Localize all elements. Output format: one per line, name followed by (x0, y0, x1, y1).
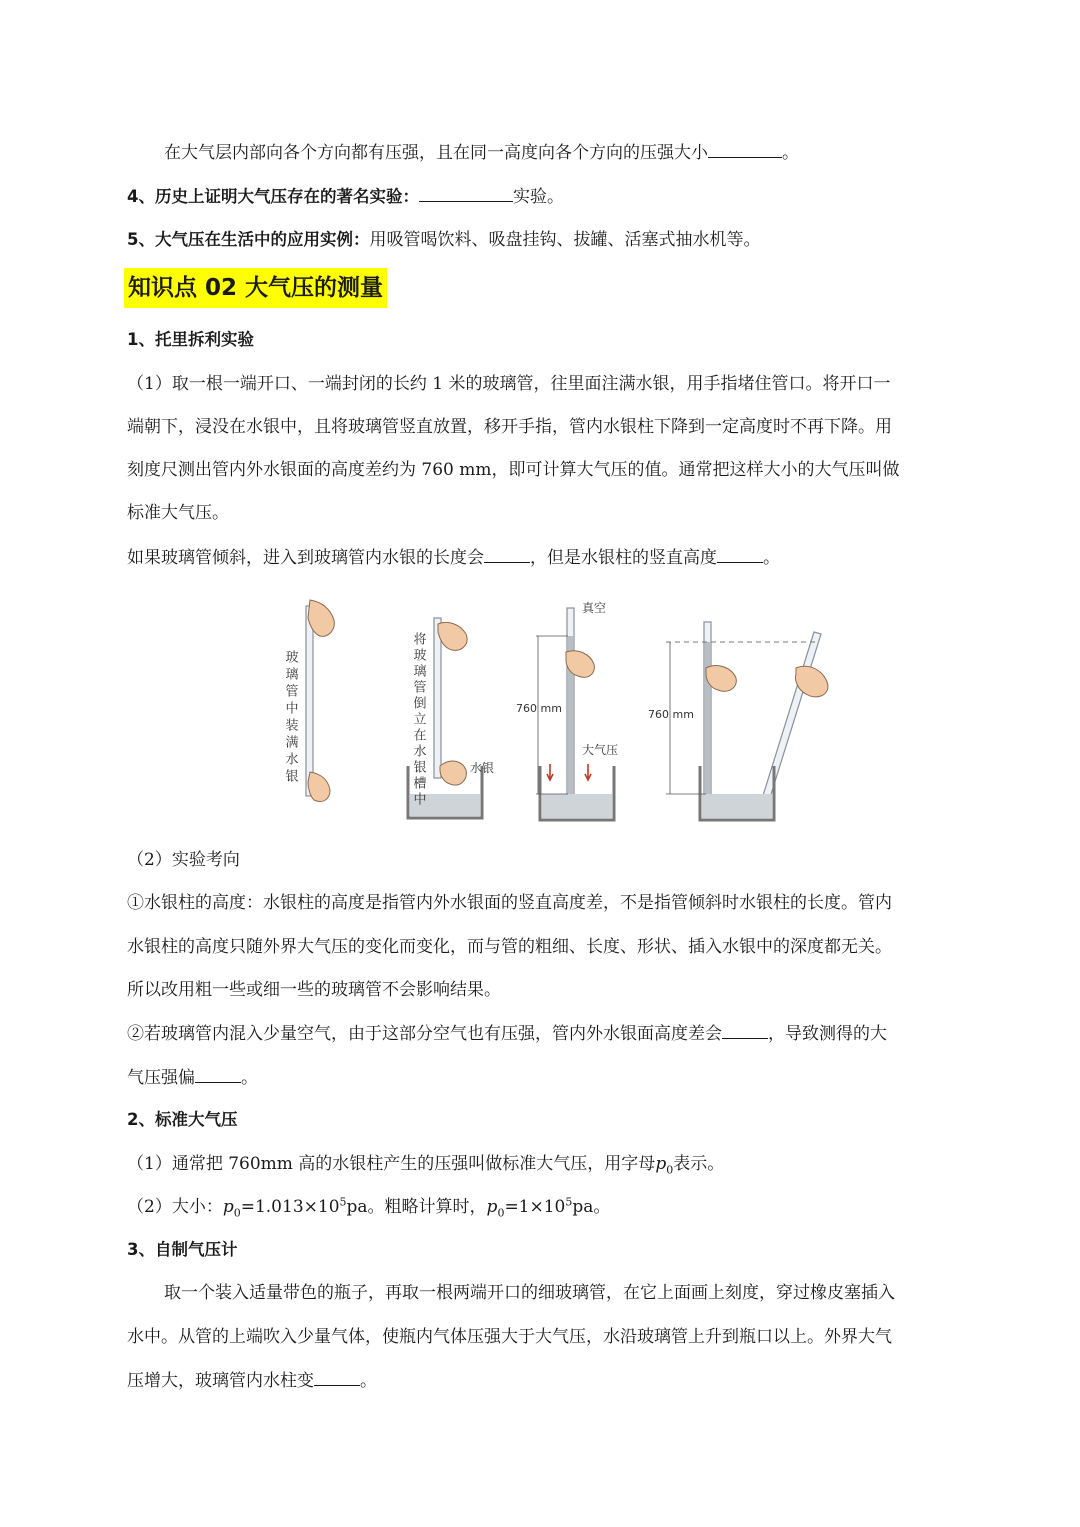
panel-b (408, 618, 494, 818)
subscript: 0 (233, 1206, 241, 1220)
symbol: p (486, 1197, 498, 1217)
text: pa。 (572, 1197, 611, 1217)
paragraph-line: 水银柱的高度只随外界大气压的变化而变化，而与管的粗细、长度、形状、插入水银中的深度都无关。 (127, 937, 892, 957)
label-760mm-c: 760 mm (516, 702, 562, 715)
text-line (127, 1368, 987, 1393)
section-title: 知识点 02 大气压的测量 (124, 268, 387, 308)
answer-blank (708, 140, 782, 158)
text: 在大气层内部向各个方向都有压强，且在同一高度向各个方向的压强大小 (164, 143, 708, 163)
text: 。 (763, 548, 780, 568)
paragraph-line: 端朝下，浸没在水银中，且将玻璃管竖直放置，移开手指，管内水银柱下降到一定高度时不再下降。用 (127, 417, 892, 437)
text: 如果玻璃管倾斜，进入到玻璃管内水银的长度会 (127, 548, 484, 568)
label-invert-tube: 将玻璃管倒立在水银槽中 (410, 632, 426, 808)
text: （1）通常把 760mm 高的水银柱产生的压强叫做标准大气压，用字母 (127, 1154, 656, 1174)
paragraph-line: 所以改用粗一些或细一些的玻璃管不会影响结果。 (127, 980, 501, 1000)
answer-blank (314, 1368, 360, 1386)
subheading-barometer: 3、自制气压计 (127, 1240, 238, 1259)
subscript: 0 (666, 1163, 674, 1177)
text-line (127, 1065, 987, 1090)
text: 。 (782, 143, 799, 163)
bold-heading: 4、历史上证明大气压存在的著名实验： (127, 187, 419, 206)
panel-a (283, 600, 335, 802)
text: =1.013×10 (240, 1197, 340, 1217)
paragraph-line: 刻度尺测出管内外水银面的高度差约为 760 mm，即可计算大气压的值。通常把这样大小的大气压叫做 (127, 460, 900, 480)
answer-blank (195, 1065, 241, 1083)
text: 气压强偏 (127, 1068, 195, 1088)
answer-blank (484, 545, 530, 563)
answer-blank (717, 545, 763, 563)
text-line (127, 184, 987, 209)
panel-c (516, 600, 618, 820)
subscript: 0 (497, 1206, 505, 1220)
text: =1×10 (504, 1197, 566, 1217)
text: 压增大，玻璃管内水柱变 (127, 1371, 314, 1391)
text: pa。粗略计算时， (346, 1197, 487, 1217)
text-line (127, 1152, 987, 1176)
symbol: p (655, 1154, 667, 1174)
superscript: 5 (339, 1195, 347, 1209)
label-tube-filled: 玻璃管中装满水银 (282, 650, 298, 786)
paragraph-line: 取一个装入适量带色的瓶子，再取一根两端开口的细玻璃管，在它上面画上刻度，穿过橡皮塞插入 (164, 1283, 895, 1303)
text: ，但是水银柱的竖直高度 (530, 548, 717, 568)
label-atmosphere: 大气压 (582, 743, 619, 757)
text: 。 (241, 1068, 258, 1088)
text: 用吸管喝饮料、吸盘挂钩、拔罐、活塞式抽水机等。 (369, 230, 761, 250)
paragraph-line: 标准大气压。 (127, 503, 229, 523)
text: 表示。 (673, 1154, 725, 1174)
paragraph-line: （2）实验考向 (127, 850, 240, 870)
text-line (127, 545, 987, 570)
answer-blank (722, 1021, 768, 1039)
text-line (127, 228, 987, 252)
symbol: p (222, 1197, 234, 1217)
torricelli-figure (270, 598, 830, 828)
text-line (127, 1021, 987, 1046)
text: （2）大小： (127, 1197, 223, 1217)
bold-heading: 5、大气压在生活中的应用实例： (127, 230, 370, 249)
label-mercury: 水银 (470, 761, 495, 775)
panel-d (648, 622, 828, 820)
text: 实验。 (512, 187, 564, 207)
text: ，导致测得的大 (768, 1024, 887, 1044)
label-vacuum: 真空 (582, 601, 607, 615)
paragraph-line: ①水银柱的高度：水银柱的高度是指管内外水银面的竖直高度差，不是指管倾斜时水银柱的长度。管内 (127, 893, 892, 913)
text: 。 (360, 1371, 377, 1391)
text: ②若玻璃管内混入少量空气，由于这部分空气也有压强，管内外水银面高度差会 (127, 1024, 722, 1044)
label-760mm-d: 760 mm (648, 708, 694, 721)
subheading-standard-pressure: 2、标准大气压 (127, 1110, 238, 1129)
text-line (164, 140, 1024, 165)
paragraph-line: 水中。从管的上端吹入少量气体，使瓶内气体压强大于大气压，水沿玻璃管上升到瓶口以上。外界大气 (127, 1327, 892, 1347)
text-line (127, 1195, 987, 1219)
subheading-torricelli: 1、托里拆利实验 (127, 330, 254, 349)
superscript: 5 (565, 1195, 573, 1209)
answer-blank (419, 184, 513, 202)
paragraph-line: （1）取一根一端开口、一端封闭的长约 1 米的玻璃管，往里面注满水银，用手指堵住管口。将开口一 (127, 374, 891, 394)
